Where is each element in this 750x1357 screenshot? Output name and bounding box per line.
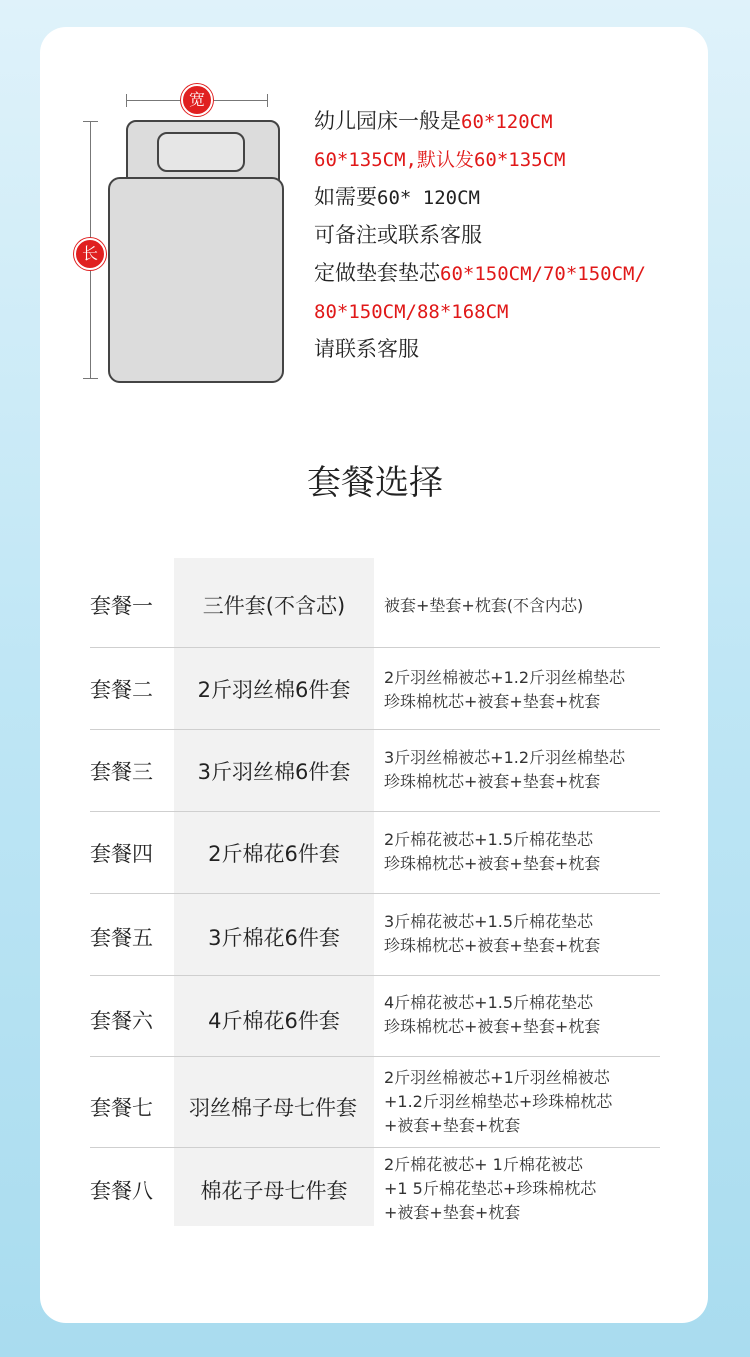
package-title: 2斤棉花6件套 (208, 842, 340, 866)
package-title: 羽丝棉子母七件套 (189, 1096, 357, 1120)
package-title: 3斤棉花6件套 (208, 926, 340, 950)
package-details: 3斤棉花被芯+1.5斤棉花垫芯 珍珠棉枕芯+被套+垫套+枕套 (384, 912, 601, 955)
row-divider (90, 647, 660, 648)
mattress-shape (108, 177, 284, 383)
row-divider (90, 1147, 660, 1148)
package-name: 套餐六 (90, 1009, 153, 1033)
width-cap-right (267, 94, 268, 107)
package-name: 套餐七 (90, 1096, 153, 1120)
package-details: 2斤棉花被芯+ 1斤棉花被芯 +1 5斤棉花垫芯+珍珠棉枕芯 +被套+垫套+枕套 (384, 1155, 597, 1222)
package-details: 被套+垫套+枕套(不含内芯) (384, 596, 584, 615)
width-badge: 宽 (181, 84, 213, 116)
size-line-5: 定做垫套垫芯60*150CM/70*150CM/ (314, 261, 646, 285)
size-description (314, 102, 704, 368)
bed-size-diagram (68, 60, 298, 390)
package-details: 2斤羽丝棉被芯+1.2斤羽丝棉垫芯 珍珠棉枕芯+被套+垫套+枕套 (384, 668, 626, 711)
length-cap-top (83, 121, 98, 122)
package-details: 4斤棉花被芯+1.5斤棉花垫芯 珍珠棉枕芯+被套+垫套+枕套 (384, 993, 601, 1036)
package-details: 2斤棉花被芯+1.5斤棉花垫芯 珍珠棉枕芯+被套+垫套+枕套 (384, 830, 601, 873)
length-badge: 长 (74, 238, 106, 270)
row-divider (90, 1056, 660, 1057)
package-name: 套餐二 (90, 678, 153, 702)
package-details: 2斤羽丝棉被芯+1斤羽丝棉被芯 +1.2斤羽丝棉垫芯+珍珠棉枕芯 +被套+垫套+枕套 (384, 1068, 613, 1135)
size-line-2: 60*135CM,默认发60*135CM (314, 149, 566, 171)
size-line-6: 80*150CM/88*168CM (314, 301, 509, 323)
package-name: 套餐八 (90, 1179, 153, 1203)
package-title: 3斤羽丝棉6件套 (197, 760, 351, 784)
size-line-4: 可备注或联系客服 (314, 223, 482, 247)
row-divider (90, 893, 660, 894)
package-heading: 套餐选择 (307, 463, 443, 503)
row-divider (90, 975, 660, 976)
size-line-7: 请联系客服 (314, 337, 419, 361)
pillow-shape (157, 132, 245, 172)
row-divider (90, 811, 660, 812)
package-name: 套餐四 (90, 842, 153, 866)
width-cap-left (126, 94, 127, 107)
package-title: 三件套(不含芯) (202, 594, 346, 618)
package-name: 套餐三 (90, 760, 153, 784)
package-name: 套餐五 (90, 926, 153, 950)
package-title: 2斤羽丝棉6件套 (197, 678, 351, 702)
length-cap-bottom (83, 378, 98, 379)
package-details: 3斤羽丝棉被芯+1.2斤羽丝棉垫芯 珍珠棉枕芯+被套+垫套+枕套 (384, 748, 626, 791)
package-name: 套餐一 (90, 594, 153, 618)
size-line-3: 如需要60* 120CM (314, 185, 480, 209)
package-title: 4斤棉花6件套 (208, 1009, 340, 1033)
package-title-column (174, 558, 374, 1226)
package-title: 棉花子母七件套 (200, 1179, 348, 1203)
row-divider (90, 729, 660, 730)
size-line-1: 幼儿园床一般是60*120CM (314, 109, 553, 133)
